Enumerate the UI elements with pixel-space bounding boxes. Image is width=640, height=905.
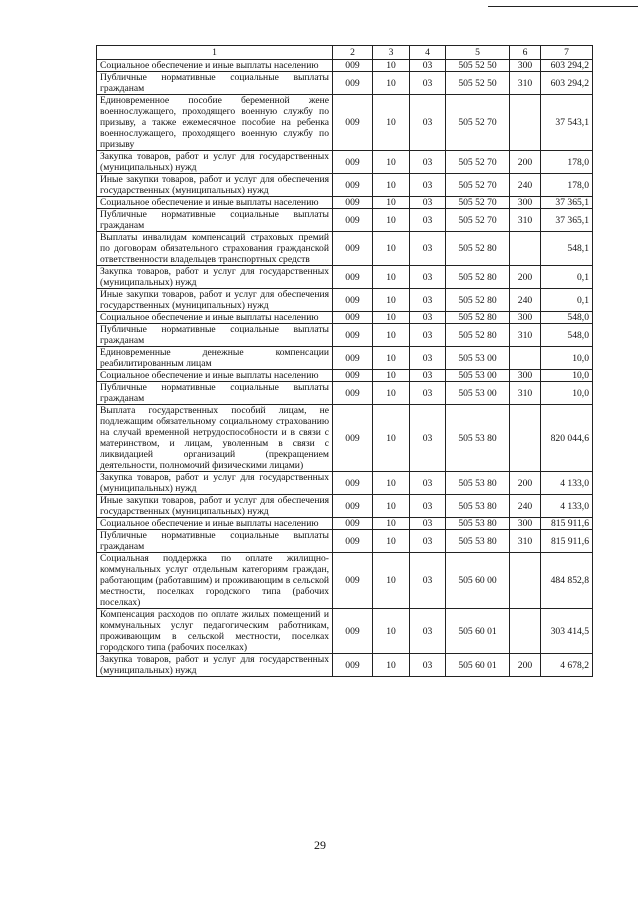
cell-amount: 548,1: [541, 232, 593, 266]
cell-expense-type: 310: [510, 324, 541, 347]
table-row: [97, 289, 593, 312]
cell-admin-code: 009: [333, 370, 373, 382]
cell-admin-code: 009: [333, 382, 373, 405]
cell-amount: 548,0: [541, 312, 593, 324]
cell-section: 10: [373, 95, 410, 151]
cell-name: Социальное обеспечение и иные выплаты населению: [97, 370, 333, 382]
cell-expense-type: 200: [510, 266, 541, 289]
cell-expense-type: 240: [510, 289, 541, 312]
cell-section: 10: [373, 370, 410, 382]
cell-expense-type: 200: [510, 654, 541, 677]
table-row: [97, 472, 593, 495]
cell-expense-type: [510, 95, 541, 151]
cell-expense-type: 310: [510, 530, 541, 553]
cell-expense-type: 240: [510, 174, 541, 197]
cell-section: 10: [373, 609, 410, 654]
cell-name: Закупка товаров, работ и услуг для государственных (муниципальных) нужд: [97, 654, 333, 677]
cell-section: 10: [373, 472, 410, 495]
cell-admin-code: 009: [333, 553, 373, 609]
cell-subsection: 03: [410, 72, 446, 95]
cell-target-article: 505 52 80: [446, 324, 510, 347]
table-row: [97, 553, 593, 609]
cell-target-article: 505 52 70: [446, 197, 510, 209]
cell-name: Публичные нормативные социальные выплаты гражданам: [97, 324, 333, 347]
cell-name: Публичные нормативные социальные выплаты гражданам: [97, 530, 333, 553]
cell-target-article: 505 52 50: [446, 60, 510, 72]
cell-subsection: 03: [410, 324, 446, 347]
cell-section: 10: [373, 197, 410, 209]
cell-section: 10: [373, 518, 410, 530]
cell-name: Публичные нормативные социальные выплаты гражданам: [97, 72, 333, 95]
cell-section: 10: [373, 347, 410, 370]
cell-name: Закупка товаров, работ и услуг для государственных (муниципальных) нужд: [97, 151, 333, 174]
column-header: 5: [446, 46, 510, 60]
cell-amount: 10,0: [541, 370, 593, 382]
cell-section: 10: [373, 553, 410, 609]
cell-expense-type: 300: [510, 518, 541, 530]
cell-admin-code: 009: [333, 530, 373, 553]
cell-name: Публичные нормативные социальные выплаты гражданам: [97, 382, 333, 405]
cell-admin-code: 009: [333, 232, 373, 266]
cell-name: Выплаты инвалидам компенсаций страховых премий по договорам обязательного страхования гражданской ответственности владельцев транспортных средств: [97, 232, 333, 266]
table-row: [97, 609, 593, 654]
cell-subsection: 03: [410, 289, 446, 312]
table-header-row: [97, 46, 593, 60]
cell-admin-code: 009: [333, 324, 373, 347]
table-row: [97, 209, 593, 232]
table-row: [97, 95, 593, 151]
cell-expense-type: 300: [510, 312, 541, 324]
table-row: [97, 312, 593, 324]
table-row: [97, 151, 593, 174]
cell-section: 10: [373, 151, 410, 174]
cell-expense-type: 200: [510, 151, 541, 174]
cell-amount: 37 365,1: [541, 197, 593, 209]
cell-admin-code: 009: [333, 197, 373, 209]
cell-section: 10: [373, 289, 410, 312]
cell-section: 10: [373, 209, 410, 232]
cell-name: Закупка товаров, работ и услуг для государственных (муниципальных) нужд: [97, 472, 333, 495]
column-header: 4: [410, 46, 446, 60]
cell-expense-type: 310: [510, 209, 541, 232]
cell-target-article: 505 52 80: [446, 312, 510, 324]
cell-subsection: 03: [410, 266, 446, 289]
cell-admin-code: 009: [333, 654, 373, 677]
cell-expense-type: [510, 347, 541, 370]
cell-section: 10: [373, 495, 410, 518]
column-header: 6: [510, 46, 541, 60]
cell-subsection: 03: [410, 382, 446, 405]
cell-name: Иные закупки товаров, работ и услуг для обеспечения государственных (муниципальных) нужд: [97, 289, 333, 312]
column-header: 2: [333, 46, 373, 60]
cell-admin-code: 009: [333, 347, 373, 370]
cell-amount: 303 414,5: [541, 609, 593, 654]
cell-section: 10: [373, 324, 410, 347]
cell-expense-type: 300: [510, 60, 541, 72]
cell-amount: 10,0: [541, 347, 593, 370]
cell-target-article: 505 53 80: [446, 518, 510, 530]
cell-admin-code: 009: [333, 609, 373, 654]
cell-subsection: 03: [410, 495, 446, 518]
cell-admin-code: 009: [333, 174, 373, 197]
cell-admin-code: 009: [333, 472, 373, 495]
cell-expense-type: [510, 405, 541, 472]
table-row: [97, 382, 593, 405]
table-row: [97, 72, 593, 95]
cell-expense-type: [510, 609, 541, 654]
cell-admin-code: 009: [333, 60, 373, 72]
cell-amount: 548,0: [541, 324, 593, 347]
cell-target-article: 505 60 01: [446, 609, 510, 654]
cell-amount: 815 911,6: [541, 530, 593, 553]
top-rule: [488, 6, 638, 7]
cell-section: 10: [373, 60, 410, 72]
table-row: [97, 518, 593, 530]
cell-section: 10: [373, 72, 410, 95]
cell-admin-code: 009: [333, 266, 373, 289]
cell-section: 10: [373, 174, 410, 197]
cell-target-article: 505 53 80: [446, 530, 510, 553]
cell-amount: 178,0: [541, 151, 593, 174]
cell-name: Социальное обеспечение и иные выплаты населению: [97, 197, 333, 209]
cell-amount: 4 133,0: [541, 472, 593, 495]
page-number: 29: [314, 838, 326, 852]
cell-subsection: 03: [410, 312, 446, 324]
column-header: 3: [373, 46, 410, 60]
cell-amount: 484 852,8: [541, 553, 593, 609]
cell-amount: 4 133,0: [541, 495, 593, 518]
cell-section: 10: [373, 405, 410, 472]
cell-name: Иные закупки товаров, работ и услуг для обеспечения государственных (муниципальных) нужд: [97, 495, 333, 518]
cell-name: Социальная поддержка по оплате жилищно-коммунальных услуг отдельным категориям граждан, работающим (работавшим) и проживающим в сельской местности, поселках городского типа (рабочих поселках): [97, 553, 333, 609]
cell-name: Социальное обеспечение и иные выплаты населению: [97, 518, 333, 530]
cell-subsection: 03: [410, 472, 446, 495]
cell-target-article: 505 52 70: [446, 174, 510, 197]
column-header: 7: [541, 46, 593, 60]
cell-target-article: 505 52 70: [446, 209, 510, 232]
cell-target-article: 505 52 80: [446, 232, 510, 266]
cell-section: 10: [373, 382, 410, 405]
cell-admin-code: 009: [333, 151, 373, 174]
cell-amount: 4 678,2: [541, 654, 593, 677]
table-row: [97, 405, 593, 472]
cell-subsection: 03: [410, 95, 446, 151]
cell-subsection: 03: [410, 405, 446, 472]
cell-expense-type: 300: [510, 197, 541, 209]
table-row: [97, 174, 593, 197]
cell-subsection: 03: [410, 609, 446, 654]
cell-expense-type: [510, 232, 541, 266]
cell-target-article: 505 52 70: [446, 95, 510, 151]
cell-admin-code: 009: [333, 405, 373, 472]
table-row: [97, 654, 593, 677]
cell-subsection: 03: [410, 370, 446, 382]
cell-name: Выплата государственных пособий лицам, не подлежащим обязательному социальному страхованию на случай временной нетрудоспособности и в связи с материнством, и лицам, уволенным в связи с ликвидацией организаций (прекращением деятельности, полномочий физическими лицами): [97, 405, 333, 472]
cell-subsection: 03: [410, 197, 446, 209]
table-row: [97, 347, 593, 370]
cell-target-article: 505 53 80: [446, 405, 510, 472]
table-row: [97, 370, 593, 382]
cell-subsection: 03: [410, 60, 446, 72]
cell-target-article: 505 52 80: [446, 266, 510, 289]
cell-target-article: 505 60 01: [446, 654, 510, 677]
cell-amount: 820 044,6: [541, 405, 593, 472]
cell-amount: 815 911,6: [541, 518, 593, 530]
cell-section: 10: [373, 266, 410, 289]
cell-section: 10: [373, 530, 410, 553]
cell-name: Социальное обеспечение и иные выплаты населению: [97, 60, 333, 72]
cell-expense-type: 240: [510, 495, 541, 518]
cell-admin-code: 009: [333, 518, 373, 530]
cell-admin-code: 009: [333, 95, 373, 151]
table-row: [97, 324, 593, 347]
cell-admin-code: 009: [333, 209, 373, 232]
cell-target-article: 505 53 80: [446, 495, 510, 518]
cell-expense-type: 200: [510, 472, 541, 495]
cell-admin-code: 009: [333, 289, 373, 312]
cell-subsection: 03: [410, 174, 446, 197]
cell-amount: 178,0: [541, 174, 593, 197]
cell-target-article: 505 53 00: [446, 370, 510, 382]
cell-section: 10: [373, 312, 410, 324]
cell-subsection: 03: [410, 530, 446, 553]
cell-subsection: 03: [410, 209, 446, 232]
cell-amount: 603 294,2: [541, 60, 593, 72]
budget-table: [96, 45, 593, 677]
cell-subsection: 03: [410, 347, 446, 370]
cell-target-article: 505 52 50: [446, 72, 510, 95]
cell-expense-type: 300: [510, 370, 541, 382]
cell-name: Единовременное пособие беременной жене военнослужащего, проходящего военную службу по призыву, а также ежемесячное пособие на ребенка военнослужащего, проходящего военную службу по призыву: [97, 95, 333, 151]
table-row: [97, 232, 593, 266]
cell-amount: 10,0: [541, 382, 593, 405]
cell-name: Закупка товаров, работ и услуг для государственных (муниципальных) нужд: [97, 266, 333, 289]
cell-amount: 0,1: [541, 289, 593, 312]
cell-target-article: 505 53 00: [446, 347, 510, 370]
table-row: [97, 197, 593, 209]
cell-admin-code: 009: [333, 312, 373, 324]
cell-subsection: 03: [410, 553, 446, 609]
cell-admin-code: 009: [333, 72, 373, 95]
table-row: [97, 60, 593, 72]
cell-amount: 37 365,1: [541, 209, 593, 232]
column-header: 1: [97, 46, 333, 60]
cell-section: 10: [373, 232, 410, 266]
cell-target-article: 505 52 70: [446, 151, 510, 174]
table-row: [97, 530, 593, 553]
cell-name: Иные закупки товаров, работ и услуг для обеспечения государственных (муниципальных) нужд: [97, 174, 333, 197]
table-body: [97, 60, 593, 677]
cell-amount: 37 543,1: [541, 95, 593, 151]
cell-target-article: 505 60 00: [446, 553, 510, 609]
cell-section: 10: [373, 654, 410, 677]
table-row: [97, 495, 593, 518]
cell-expense-type: 310: [510, 382, 541, 405]
cell-name: Публичные нормативные социальные выплаты гражданам: [97, 209, 333, 232]
cell-subsection: 03: [410, 518, 446, 530]
cell-admin-code: 009: [333, 495, 373, 518]
cell-amount: 603 294,2: [541, 72, 593, 95]
cell-expense-type: 310: [510, 72, 541, 95]
cell-target-article: 505 53 00: [446, 382, 510, 405]
cell-target-article: 505 52 80: [446, 289, 510, 312]
cell-amount: 0,1: [541, 266, 593, 289]
table-row: [97, 266, 593, 289]
cell-name: Компенсация расходов по оплате жилых помещений и коммунальных услуг педагогическим работникам, проживающим в сельской местности, поселках городского типа (рабочих поселках): [97, 609, 333, 654]
cell-subsection: 03: [410, 654, 446, 677]
cell-expense-type: [510, 553, 541, 609]
cell-subsection: 03: [410, 232, 446, 266]
cell-name: Единовременные денежные компенсации реабилитированным лицам: [97, 347, 333, 370]
cell-target-article: 505 53 80: [446, 472, 510, 495]
cell-subsection: 03: [410, 151, 446, 174]
cell-name: Социальное обеспечение и иные выплаты населению: [97, 312, 333, 324]
